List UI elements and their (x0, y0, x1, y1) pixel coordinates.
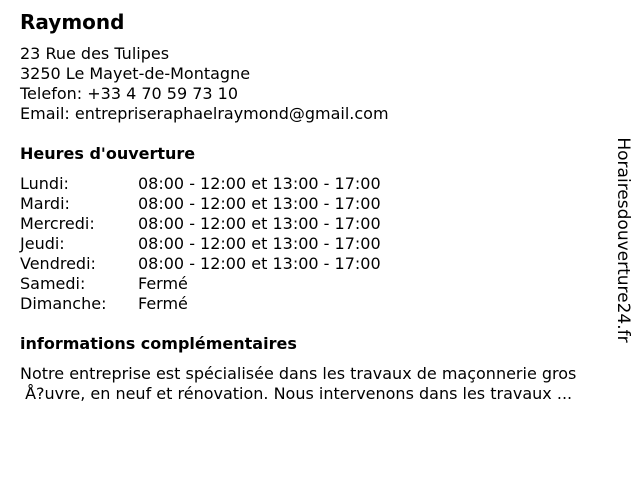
site-watermark: Horairesdouverture24.fr (613, 137, 633, 343)
opening-hours-table (20, 174, 620, 314)
hours-day: Samedi: (20, 274, 86, 293)
email-line: Email: entrepriseraphaelraymond@gmail.com (20, 104, 389, 123)
address-city: 3250 Le Mayet-de-Montagne (20, 64, 251, 83)
business-description (20, 364, 620, 404)
hours-time: 08:00 - 12:00 et 13:00 - 17:00 (138, 254, 381, 273)
opening-hours-heading: Heures d'ouverture (20, 144, 196, 163)
hours-day: Vendredi: (20, 254, 96, 273)
hours-row-lundi (20, 174, 620, 194)
hours-time: 08:00 - 12:00 et 13:00 - 17:00 (138, 174, 381, 193)
hours-day: Dimanche: (20, 294, 107, 313)
hours-time: 08:00 - 12:00 et 13:00 - 17:00 (138, 194, 381, 213)
hours-time: Fermé (138, 294, 188, 313)
hours-time: 08:00 - 12:00 et 13:00 - 17:00 (138, 234, 381, 253)
hours-day: Mardi: (20, 194, 70, 213)
description-line: Notre entreprise est spécialisée dans les travaux de maçonnerie gros (20, 364, 577, 383)
business-card (20, 10, 620, 404)
hours-row-mercredi (20, 214, 620, 234)
business-name: Raymond (20, 10, 125, 34)
phone-line: Telefon: +33 4 70 59 73 10 (20, 84, 239, 103)
address-street: 23 Rue des Tulipes (20, 44, 170, 63)
hours-day: Mercredi: (20, 214, 95, 233)
hours-row-vendredi (20, 254, 620, 274)
description-line: Å?uvre, en neuf et rénovation. Nous intervenons dans les travaux ... (20, 384, 573, 403)
hours-day: Jeudi: (20, 234, 65, 253)
hours-row-jeudi (20, 234, 620, 254)
additional-info-heading: informations complémentaires (20, 334, 297, 353)
hours-row-dimanche (20, 294, 620, 314)
hours-day: Lundi: (20, 174, 69, 193)
hours-row-mardi (20, 194, 620, 214)
hours-time: Fermé (138, 274, 188, 293)
hours-row-samedi (20, 274, 620, 294)
hours-time: 08:00 - 12:00 et 13:00 - 17:00 (138, 214, 381, 233)
